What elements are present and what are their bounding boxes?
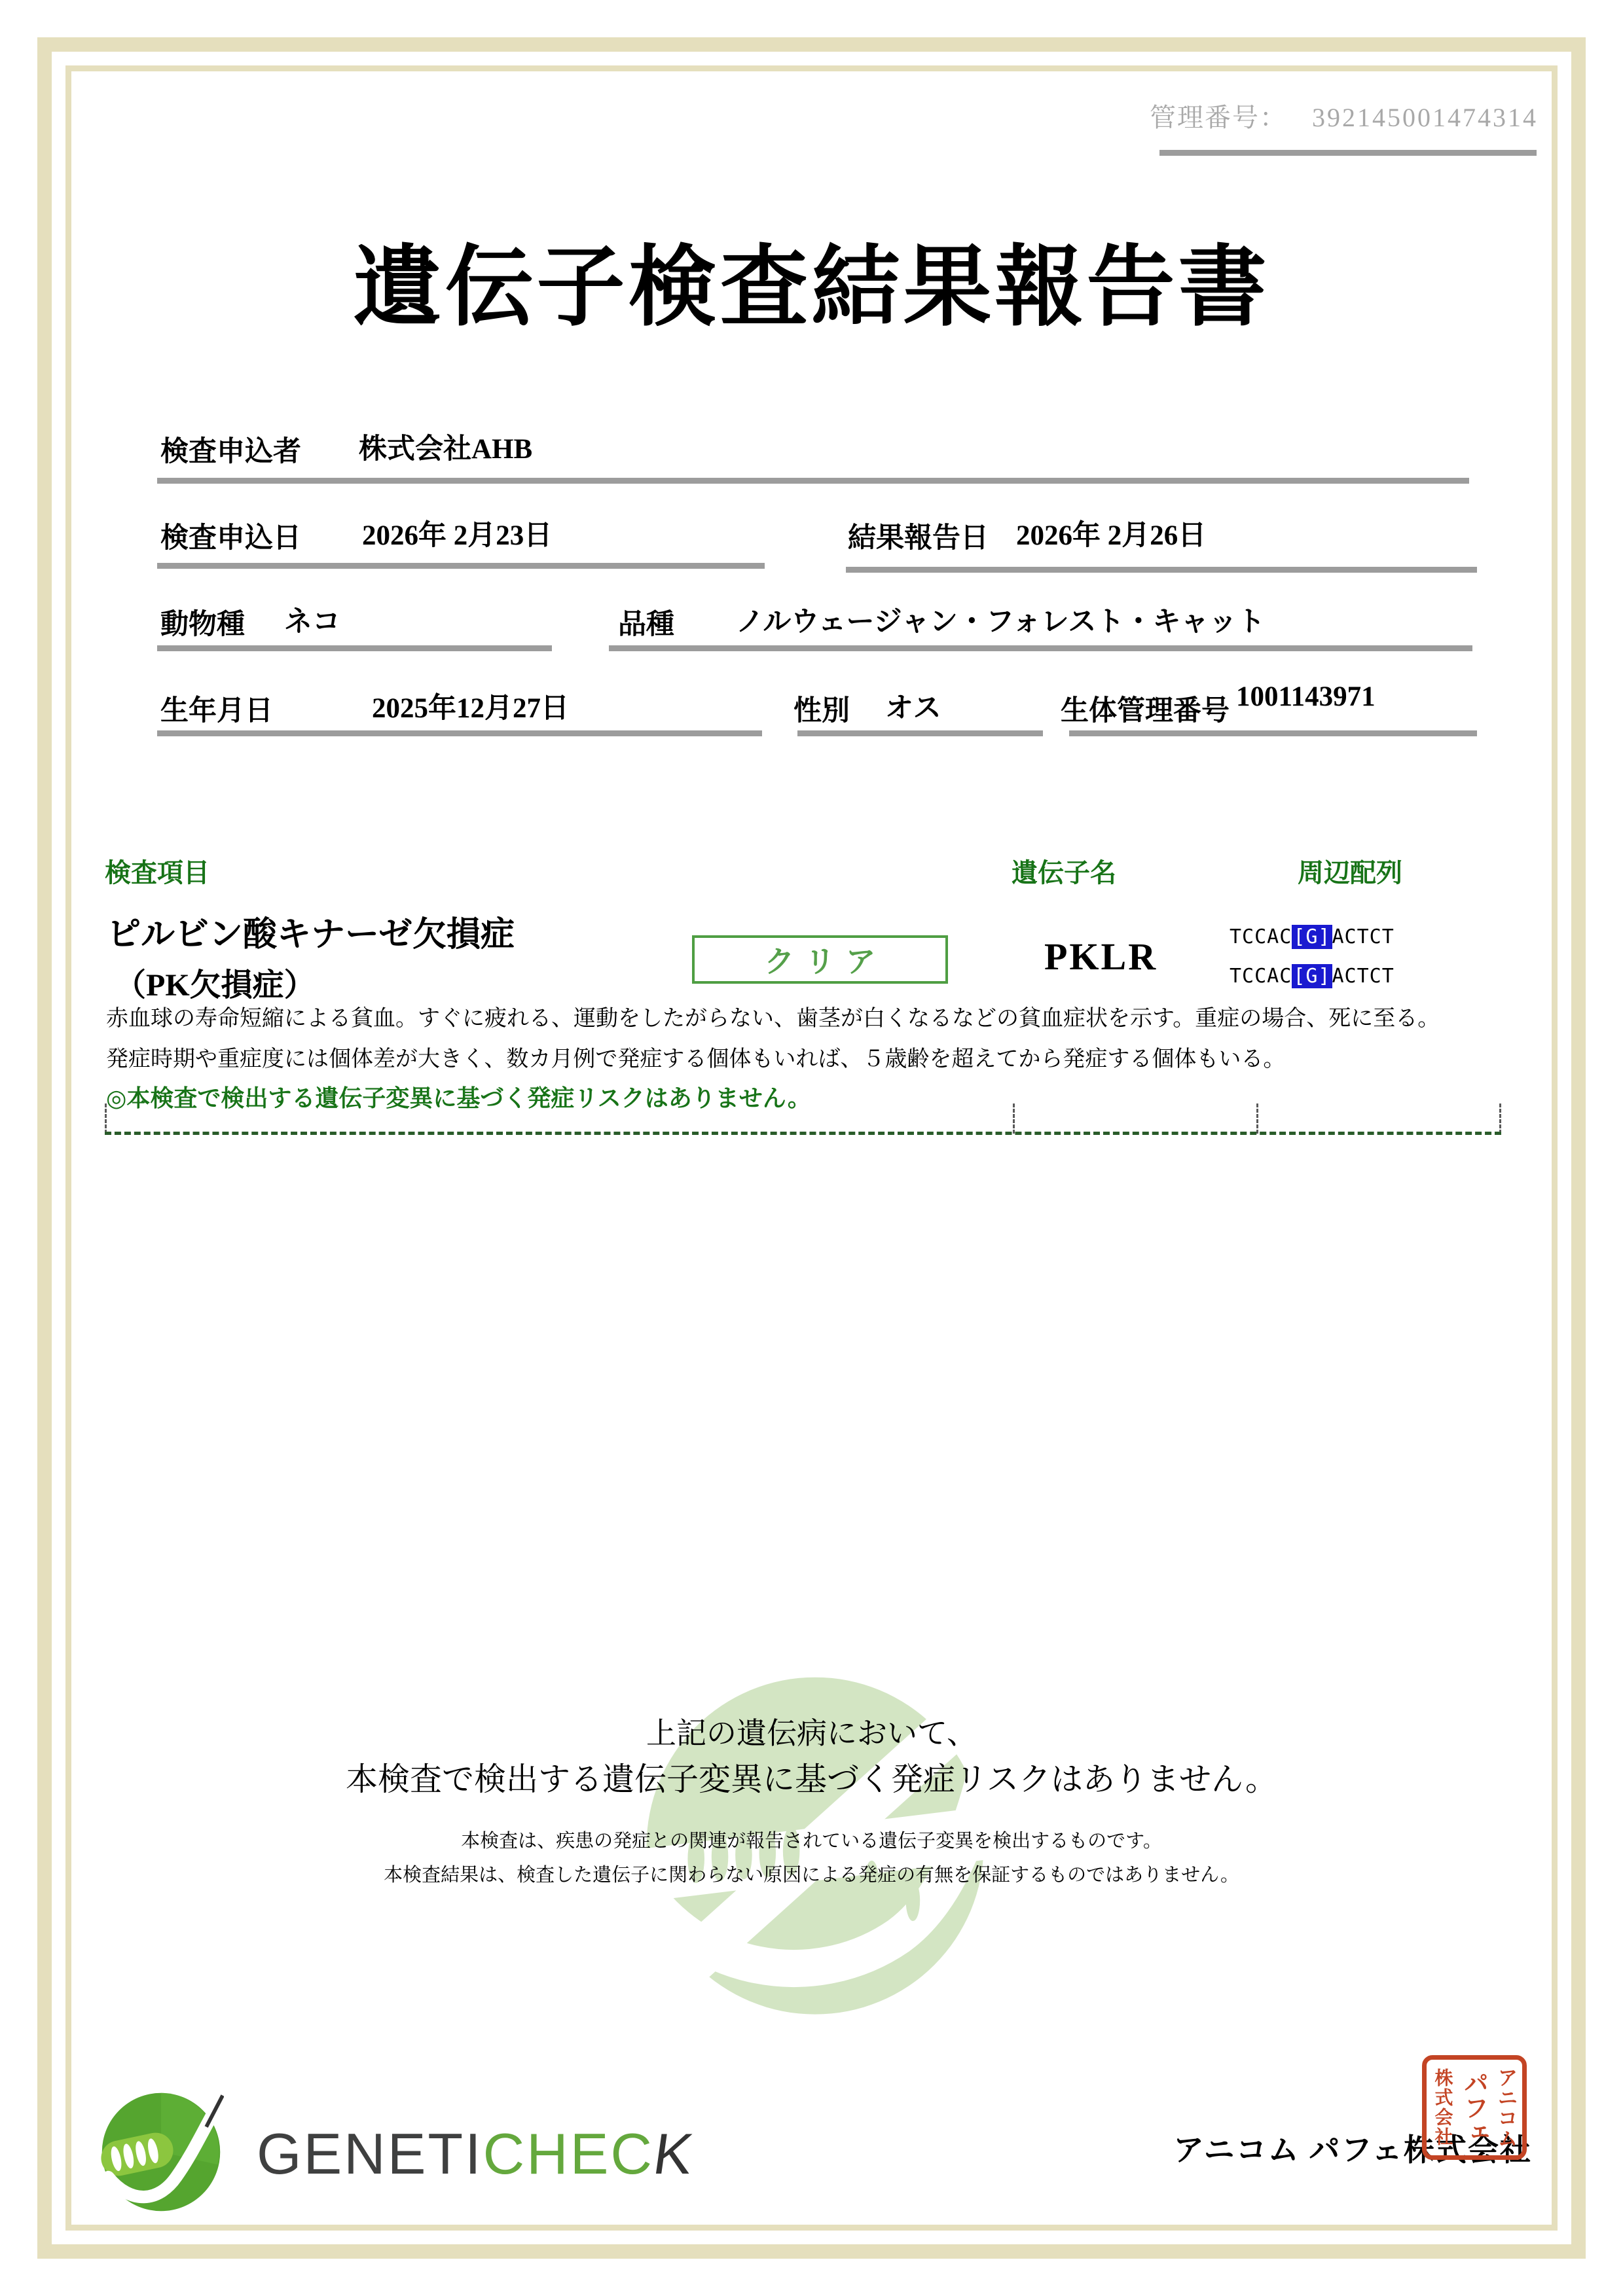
control-number-line	[1150, 97, 1538, 134]
sex-value: オス	[885, 693, 941, 724]
sex-label: 性別	[793, 696, 850, 726]
seal-column-1: アニコム	[1494, 2067, 1518, 2148]
seal-column-3: 株式会社	[1432, 2068, 1453, 2147]
company-seal-stamp	[1422, 2055, 1527, 2160]
sequence-header: 周辺配列	[1298, 858, 1402, 888]
summary-line-1: 上記の遺伝病において、	[646, 1716, 977, 1750]
sequence-prefix: TCCAC	[1230, 925, 1292, 948]
species-label: 動物種	[160, 609, 245, 640]
apply-date-value: 2026年 2月23日	[362, 520, 553, 551]
species-value: ネコ	[284, 607, 340, 637]
summary-note-1: 本検査は、疾患の発症との関連が報告されている遺伝子変異を検出するものです。	[461, 1831, 1162, 1852]
disease-description-1: 赤血球の寿命短縮による貧血。すぐに疲れる、運動をしたがらない、歯茎が白くなるなどの貧血症状を示す。重症の場合、死に至る。	[106, 1007, 1440, 1031]
applicant-value: 株式会社AHB	[359, 434, 533, 465]
applicant-underline	[157, 478, 1469, 484]
gene-name-value: PKLR	[1044, 935, 1158, 978]
control-number-label: 管理番号：	[1150, 103, 1287, 132]
breed-underline	[609, 645, 1472, 651]
table-dash-divider-1	[1013, 1103, 1015, 1134]
table-dash-bottom	[105, 1132, 1501, 1135]
control-number-underline	[1159, 150, 1537, 156]
sex-underline	[797, 730, 1043, 736]
animal-id-label: 生体管理番号	[1061, 696, 1230, 726]
table-dash-divider-2	[1256, 1103, 1258, 1134]
apply-date-label: 検査申込日	[160, 523, 301, 554]
gene-name-header: 遺伝子名	[1012, 858, 1116, 888]
sequence-prefix: TCCAC	[1230, 965, 1292, 988]
birth-label: 生年月日	[160, 696, 273, 726]
apply-date-underline	[157, 563, 765, 569]
applicant-label: 検査申込者	[160, 437, 301, 467]
sequence-suffix: ACTCT	[1332, 925, 1395, 948]
species-underline	[157, 645, 552, 651]
report-date-label: 結果報告日	[848, 523, 989, 554]
test-item-header: 検査項目	[105, 858, 210, 888]
wordmark-geneti: GENETI	[257, 2121, 483, 2186]
disease-risk-note: ◎本検査で検出する遺伝子変異に基づく発症リスクはありません。	[106, 1085, 811, 1111]
animal-id-value: 1001143971	[1236, 681, 1376, 712]
wordmark-k-check: K	[649, 2121, 699, 2186]
result-label: クリア	[764, 945, 886, 978]
geneticheck-logo-icon	[98, 2089, 224, 2215]
animal-id-underline	[1069, 730, 1477, 736]
seal-column-2: パフェ	[1459, 2070, 1487, 2145]
sequence-variant-highlight: [G]	[1293, 925, 1331, 948]
table-dash-left	[105, 1103, 107, 1134]
page-title: 遺伝子検査結果報告書	[353, 240, 1270, 337]
table-dash-right	[1499, 1103, 1501, 1134]
wordmark-chec: CHEC	[483, 2121, 654, 2186]
geneticheck-wordmark	[257, 2121, 699, 2187]
company-name: アニコム パフェ株式会社	[1173, 2134, 1533, 2168]
sequence-variant-highlight: [G]	[1293, 965, 1331, 988]
report-date-underline	[846, 567, 1477, 573]
disease-subname: （PK欠損症）	[115, 968, 316, 1003]
summary-line-2: 本検査で検出する遺伝子変異に基づく発症リスクはありません。	[346, 1762, 1277, 1797]
disease-description-2: 発症時期や重症度には個体差が大きく、数カ月例で発症する個体もいれば、５歳齢を超えてから発症する個体もいる。	[106, 1047, 1286, 1071]
report-date-value: 2026年 2月26日	[1016, 520, 1207, 551]
sequence-row-1	[1230, 925, 1395, 948]
birth-underline	[157, 730, 762, 736]
breed-label: 品種	[618, 609, 674, 640]
birth-value: 2025年12月27日	[372, 693, 569, 724]
disease-name: ピルビン酸キナーゼ欠損症	[107, 916, 515, 954]
control-number-value: 392145001474314	[1312, 103, 1538, 132]
result-badge	[692, 935, 948, 984]
sequence-row-2	[1230, 965, 1395, 988]
breed-value: ノルウェージャン・フォレスト・キャット	[736, 607, 1266, 637]
sequence-suffix: ACTCT	[1332, 965, 1395, 988]
summary-note-2: 本検査結果は、検査した遺伝子に関わらない原因による発症の有無を保証するものではありません。	[384, 1865, 1239, 1886]
